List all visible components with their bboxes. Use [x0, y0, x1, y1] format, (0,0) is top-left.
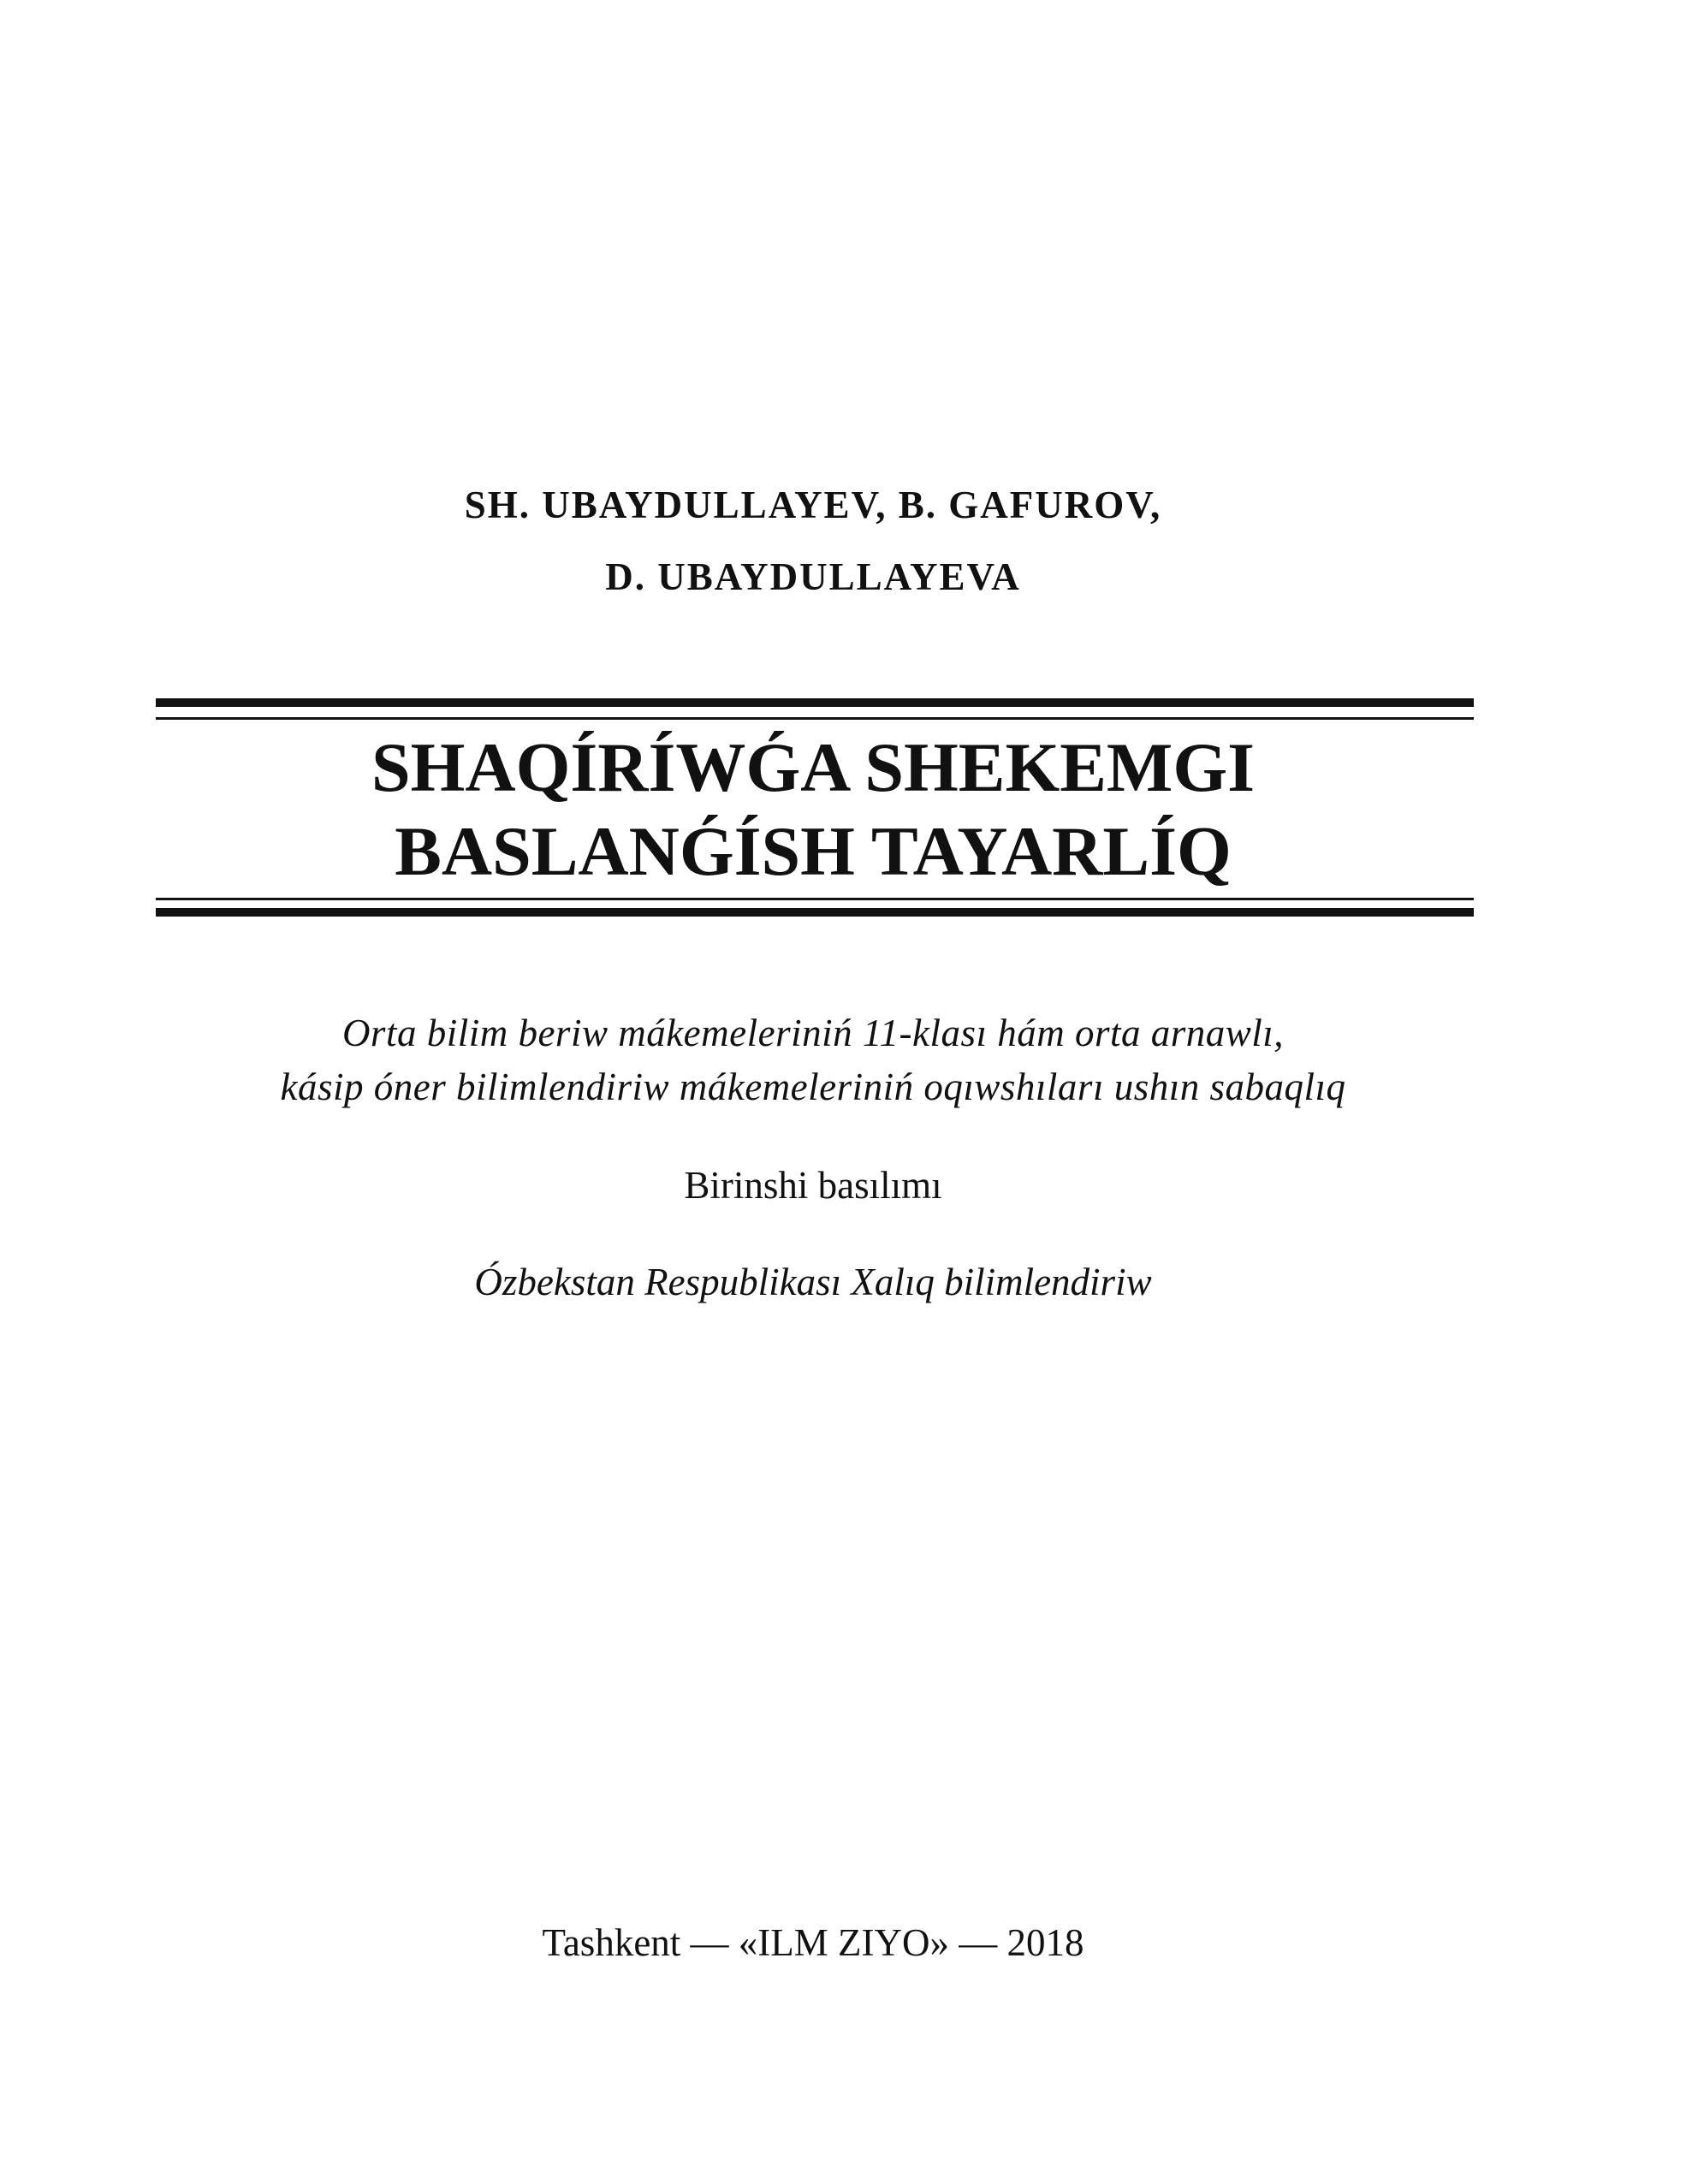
subtitle	[0, 1006, 1626, 1114]
subtitle-line-2: kásip óner bilimlendiriw mákemeleriniń oqıwshıları ushın sabaqlıq	[280, 1065, 1346, 1108]
edition-note: Birinshi basılımı	[684, 1164, 942, 1207]
ministry-approval: Ózbekstan Respublikası Xalıq bilimlendiriw	[474, 1261, 1152, 1303]
authors	[0, 469, 1626, 613]
title-rule-bottom-thick	[156, 908, 1474, 917]
publisher-imprint: Tashkent — «ILM ZIYO» — 2018	[542, 1921, 1084, 1964]
book-title-line-1: SHAQÍRÍWǴA SHEKEMGI	[371, 728, 1256, 806]
book-title	[0, 726, 1626, 893]
subtitle-line-1: Orta bilim beriw mákemeleriniń 11-klası hám orta arnawlı,	[341, 1012, 1285, 1054]
title-rule-top-thin	[156, 717, 1474, 720]
book-title-line-2: BASLANǴÍSH TAYARLÍQ	[395, 812, 1232, 890]
title-rule-top-thick	[156, 698, 1474, 707]
authors-line-2: D. UBAYDULLAYEVA	[605, 555, 1021, 598]
authors-line-1: SH. UBAYDULLAYEV, B. GAFUROV,	[464, 484, 1162, 526]
title-rule-bottom-thin	[156, 898, 1474, 900]
